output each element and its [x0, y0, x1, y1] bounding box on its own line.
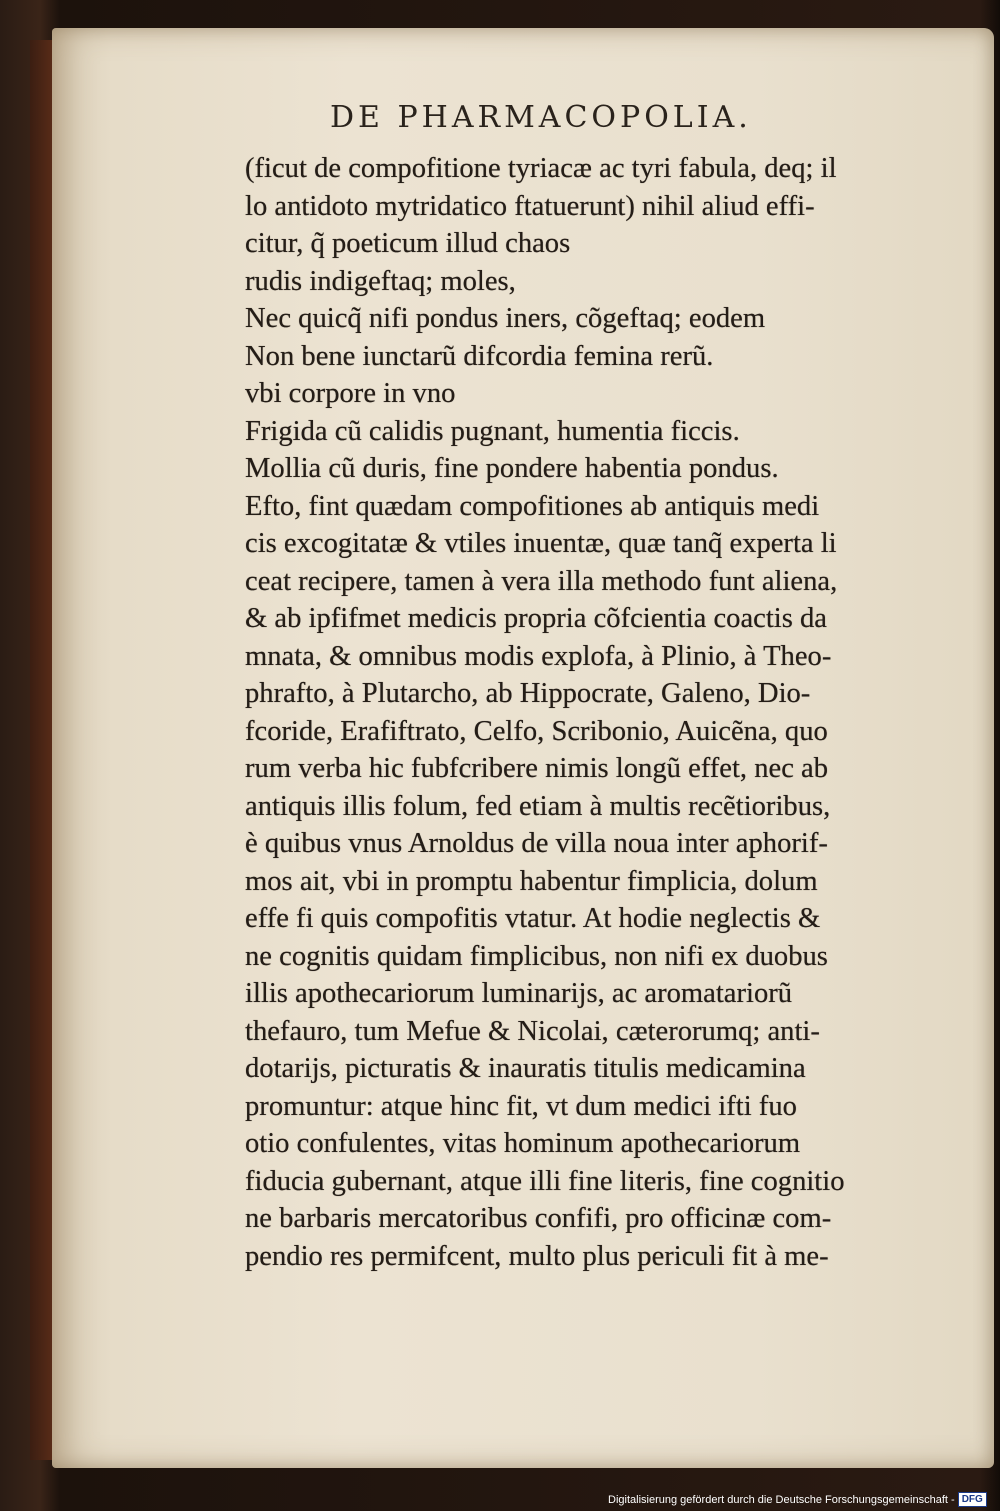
- text-block: [245, 150, 945, 1275]
- text-line: mos ait, vbi in promptu habentur fimplicia, dolum: [245, 864, 818, 897]
- text-line: ne cognitis quidam fimplicibus, non nifi ex duobus: [245, 939, 828, 972]
- text-line: Nec quicq̃ nifi pondus iners, cõgeftaq; eodem: [245, 302, 766, 334]
- digitization-credit: [608, 1492, 987, 1507]
- text-line: lo antidoto mytridatico ftatuerunt) nihil aliud effi-: [245, 189, 815, 222]
- text-line: citur, q̃ poeticum illud chaos: [245, 227, 571, 259]
- text-line: rudis indigeftaq; moles,: [245, 264, 516, 297]
- text-line: effe fi quis compofitis vtatur. At hodie neglectis &: [245, 902, 821, 934]
- dfg-logo: DFG: [958, 1492, 987, 1507]
- text-line: mnata, & omnibus modis explofa, à Plinio, à Theo-: [245, 639, 832, 672]
- text-line: illis apothecariorum luminarijs, ac aromatariorũ: [245, 977, 793, 1009]
- text-line: phrafto, à Plutarcho, ab Hippocrate, Galeno, Dio-: [245, 677, 811, 709]
- text-line: otio confulentes, vitas hominum apothecariorum: [245, 1127, 801, 1159]
- credit-text: Digitalisierung gefördert durch die Deutsche Forschungsgemeinschaft -: [608, 1493, 955, 1506]
- text-line: ne barbaris mercatoribus confifi, pro officinæ com-: [245, 1202, 832, 1234]
- text-line: fiducia gubernant, atque illi fine literis, fine cognitio: [245, 1164, 845, 1197]
- text-line: cis excogitatæ & vtiles inuentæ, quæ tanq̃ experta li: [245, 527, 837, 559]
- text-line: pendio res permifcent, multo plus periculi fit à me-: [245, 1239, 829, 1272]
- text-line: fcoride, Erafiftrato, Celfo, Scribonio, Auicẽna, quo: [245, 714, 828, 747]
- running-header: DE PHARMACOPOLIA.: [330, 100, 752, 135]
- text-line: ceat recipere, tamen à vera illa methodo funt aliena,: [245, 564, 838, 597]
- text-line: è quibus vnus Arnoldus de villa noua inter aphorif-: [245, 827, 828, 859]
- text-line: Frigida cũ calidis pugnant, humentia ficcis.: [245, 414, 740, 447]
- text-line: vbi corpore in vno: [245, 377, 456, 409]
- text-line: promuntur: atque hinc fit, vt dum medici ifti fuo: [245, 1089, 797, 1122]
- text-line: Non bene iunctarũ difcordia femina rerũ.: [245, 339, 714, 372]
- text-line: Efto, fint quædam compofitiones ab antiquis medi: [245, 489, 820, 522]
- text-line: & ab ipfifmet medicis propria cõfcientia coactis da: [245, 602, 827, 634]
- text-line: thefauro, tum Mefue & Nicolai, cæterorumq; anti-: [245, 1014, 820, 1047]
- text-line: Mollia cũ duris, fine pondere habentia pondus.: [245, 452, 779, 484]
- text-line: dotarijs, picturatis & inauratis titulis medicamina: [245, 1052, 806, 1084]
- text-line: (ficut de compofitione tyriacæ ac tyri fabula, deq; il: [245, 152, 837, 184]
- text-line: rum verba hic fubfcribere nimis longũ effet, nec ab: [245, 752, 829, 784]
- text-line: antiquis illis folum, fed etiam à multis recẽtioribus,: [245, 789, 831, 822]
